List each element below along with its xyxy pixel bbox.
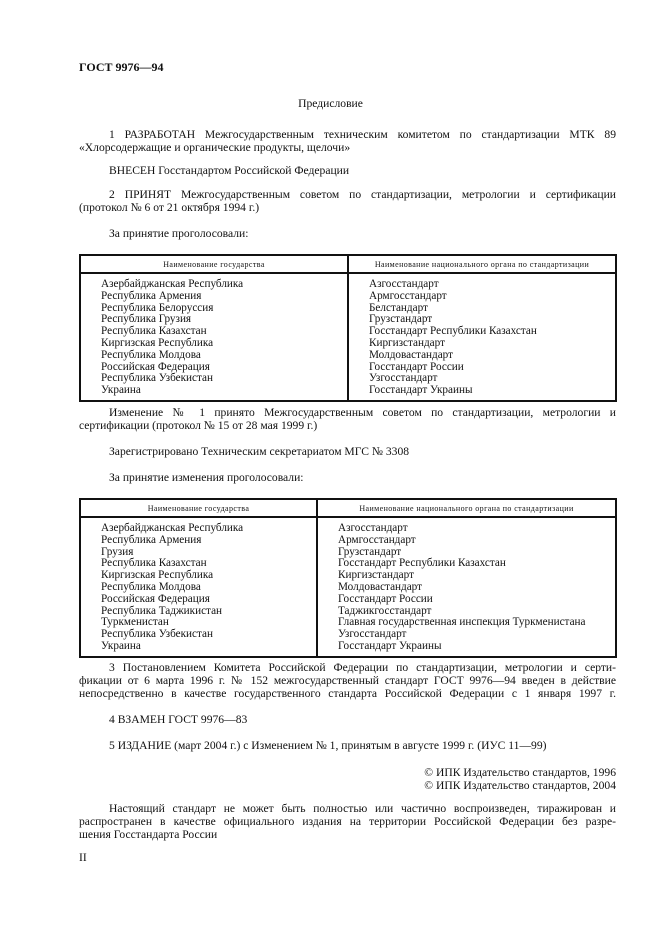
- copyright-line: © ИПК Издательство стандартов, 2004: [424, 779, 616, 792]
- table1-bodies-column: [348, 273, 616, 401]
- paragraph-adopted-line2: (протокол № 6 от 21 октября 1994 г.): [79, 201, 260, 214]
- table2-body: Госстандарт России: [338, 592, 433, 605]
- table1-state: Российская Федерация: [101, 360, 210, 373]
- table1-states-column: [80, 273, 348, 401]
- paragraph-change-line1: Изменение № 1 принято Межгосударственным советом по стандартизации, метрологии и: [109, 406, 616, 419]
- table2-header-state: Наименование государства: [80, 499, 317, 517]
- table1-body: Узгосстандарт: [369, 372, 438, 385]
- paragraph-registered: Зарегистрировано Техническим секретариатом МГС № 3308: [109, 445, 410, 458]
- table2-states-column: [80, 517, 317, 657]
- voting-table-2: [79, 498, 617, 658]
- table2-body: Узгосстандарт: [338, 628, 407, 641]
- table2-body: Армгосстандарт: [338, 533, 416, 546]
- table2-body: Азгосстандарт: [338, 522, 408, 534]
- paragraph-developed-line1: 1 РАЗРАБОТАН Межгосударственным техническим комитетом по стандартизации МТК 89: [109, 128, 616, 141]
- table2-state: Российская Федерация: [101, 592, 210, 605]
- table1-state: Республика Белоруссия: [101, 301, 214, 314]
- table1-body: Белстандарт: [369, 301, 428, 314]
- table1-body: Молдовастандарт: [369, 348, 454, 361]
- voting-table-1: [79, 254, 617, 402]
- document-code-header: ГОСТ 9976—94: [79, 60, 164, 74]
- table1-body: Госстандарт России: [369, 360, 464, 373]
- table2-body: Госстандарт Республики Казахстан: [338, 557, 506, 570]
- reproduction-notice-line1: Настоящий стандарт не может быть полностью или частично воспроизведен, тиражирован и: [109, 802, 616, 815]
- table2-bodies-column: [317, 517, 616, 657]
- table2-body: Таджикгосстандарт: [338, 604, 432, 617]
- copyright-block: [424, 766, 616, 792]
- paragraph-adopted-line1: 2 ПРИНЯТ Межгосударственным советом по стандартизации, метрологии и сертификации: [109, 188, 616, 201]
- section-title: Предисловие: [298, 97, 363, 110]
- table2-state: Республика Таджикистан: [101, 604, 223, 617]
- table1-state: Киргизская Республика: [101, 336, 214, 349]
- table1-state: Республика Узбекистан: [101, 372, 213, 385]
- table1-body: Армгосстандарт: [369, 289, 447, 302]
- table1-body: Азгосстандарт: [369, 278, 439, 290]
- table2-state: Украина: [101, 639, 141, 652]
- table1-body: Грузстандарт: [369, 313, 433, 326]
- table2-body: Главная государственная инспекция Туркменистана: [338, 616, 586, 629]
- vote2-intro: За принятие изменения проголосовали:: [109, 471, 304, 484]
- table1-body: Госстандарт Украины: [369, 384, 473, 397]
- paragraph-replaces: 4 ВЗАМЕН ГОСТ 9976—83: [109, 713, 248, 726]
- table1-state: Украина: [101, 384, 141, 397]
- table1-header-state: Наименование государства: [80, 255, 348, 273]
- table2-state: Грузия: [101, 545, 134, 558]
- paragraph-decree-line2: фикации от 6 марта 1996 г. № 152 межгосударственный стандарт ГОСТ 9976—94 введен в действие: [79, 674, 616, 687]
- page-number: II: [79, 851, 87, 864]
- table1-state: Азербайджанская Республика: [101, 278, 244, 290]
- reproduction-notice-line3: шения Госстандарта России: [79, 828, 218, 841]
- table2-state: Республика Армения: [101, 533, 202, 546]
- table2-state: Азербайджанская Республика: [101, 522, 244, 534]
- table2-state: Республика Казахстан: [101, 557, 207, 570]
- vote1-intro: За принятие проголосовали:: [109, 227, 249, 240]
- table1-state: Республика Казахстан: [101, 325, 207, 338]
- paragraph-change-line2: сертификации (протокол № 15 от 28 мая 1999 г.): [79, 419, 318, 432]
- table2-state: Республика Узбекистан: [101, 628, 213, 641]
- paragraph-developed-line2: «Хлорсодержащие и органические продукты, щелочи»: [79, 141, 351, 154]
- table1-body: Киргизстандарт: [369, 336, 445, 349]
- table1-state: Республика Армения: [101, 289, 202, 302]
- table2-body: Госстандарт Украины: [338, 639, 442, 652]
- table1-state: Республика Молдова: [101, 348, 201, 361]
- table1-state: Республика Грузия: [101, 313, 192, 326]
- table2-state: Туркменистан: [101, 616, 169, 629]
- table1-header-body: Наименование национального органа по стандартизации: [348, 255, 616, 273]
- paragraph-decree-line1: 3 Постановлением Комитета Российской Федерации по стандартизации, метрологии и серти-: [109, 661, 616, 674]
- table2-body: Молдовастандарт: [338, 580, 423, 593]
- table2-state: Киргизская Республика: [101, 569, 214, 582]
- table1-body: Госстандарт Республики Казахстан: [369, 325, 537, 338]
- table2-state: Республика Молдова: [101, 580, 201, 593]
- table2-body: Киргизстандарт: [338, 569, 414, 582]
- copyright-line: © ИПК Издательство стандартов, 1996: [424, 766, 616, 779]
- paragraph-decree-line3: непосредственно в качестве государственного стандарта Российской Федерации с 1 января 1997 г.: [79, 687, 616, 700]
- reproduction-notice-line2: распространен в качестве официального издания на территории Российской Федерации без разре-: [79, 815, 616, 828]
- paragraph-introduced: ВНЕСЕН Госстандартом Российской Федерации: [109, 164, 350, 177]
- table2-header-body: Наименование национального органа по стандартизации: [317, 499, 616, 517]
- paragraph-edition: 5 ИЗДАНИЕ (март 2004 г.) с Изменением № 1, принятым в августе 1999 г. (ИУС 11—99): [109, 739, 547, 752]
- table2-body: Грузстандарт: [338, 545, 402, 558]
